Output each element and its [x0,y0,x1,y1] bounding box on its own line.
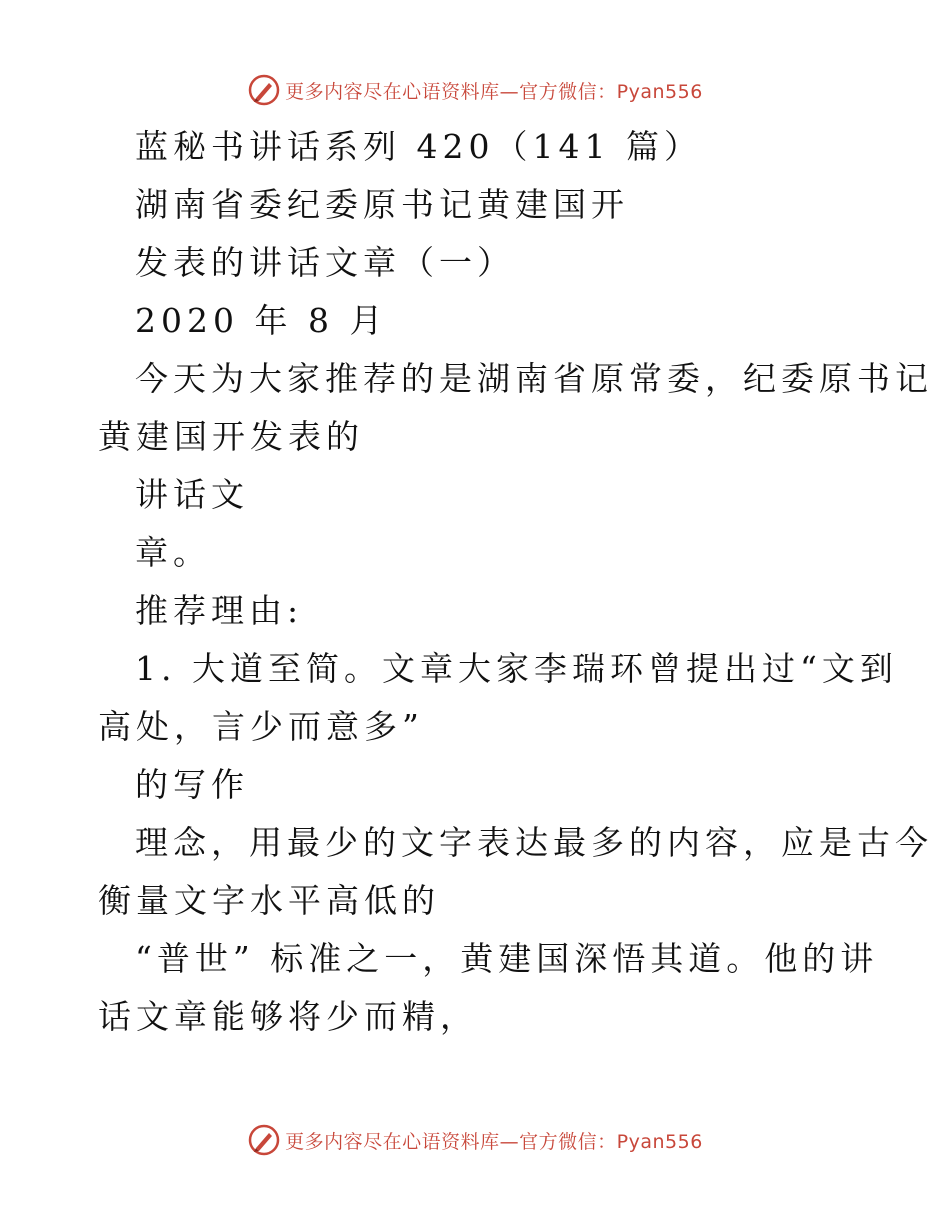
paragraph-line: 今天为大家推荐的是湖南省原常委，纪委原书记 [135,359,933,398]
paragraph-line: 1. 大道至简。文章大家李瑞环曾提出过“文到 [135,649,898,688]
paragraph-line: “普世” 标准之一，黄建国深悟其道。他的讲 [135,939,879,978]
watermark-header [0,70,950,110]
doc-title-line: 发表的讲话文章（一） [135,243,515,282]
section-heading: 推荐理由: [135,591,304,630]
pen-logo-icon [247,73,281,107]
watermark-text: 更多内容尽在心语资料库—官方微信：Pyan556 [285,80,703,103]
doc-title-line: 蓝秘书讲话系列 420（141 篇） [135,127,702,166]
pen-logo-icon [247,1123,281,1157]
paragraph-line: 理念，用最少的文字表达最多的内容，应是古今 [135,823,933,862]
watermark-footer [0,1120,950,1160]
paragraph-line: 衡量文字水平高低的 [98,881,440,920]
paragraph-line: 讲话文 [135,475,249,514]
doc-title-line: 湖南省委纪委原书记黄建国开 [135,185,629,224]
paragraph-line: 高处，言少而意多” [98,707,424,746]
watermark-text: 更多内容尽在心语资料库—官方微信：Pyan556 [285,1130,703,1153]
paragraph-line: 章。 [135,533,211,572]
paragraph-line: 话文章能够将少而精， [98,997,478,1036]
paragraph-line: 的写作 [135,765,249,804]
paragraph-line: 黄建国开发表的 [98,417,364,456]
doc-date-line: 2020 年 8 月 [135,301,388,340]
